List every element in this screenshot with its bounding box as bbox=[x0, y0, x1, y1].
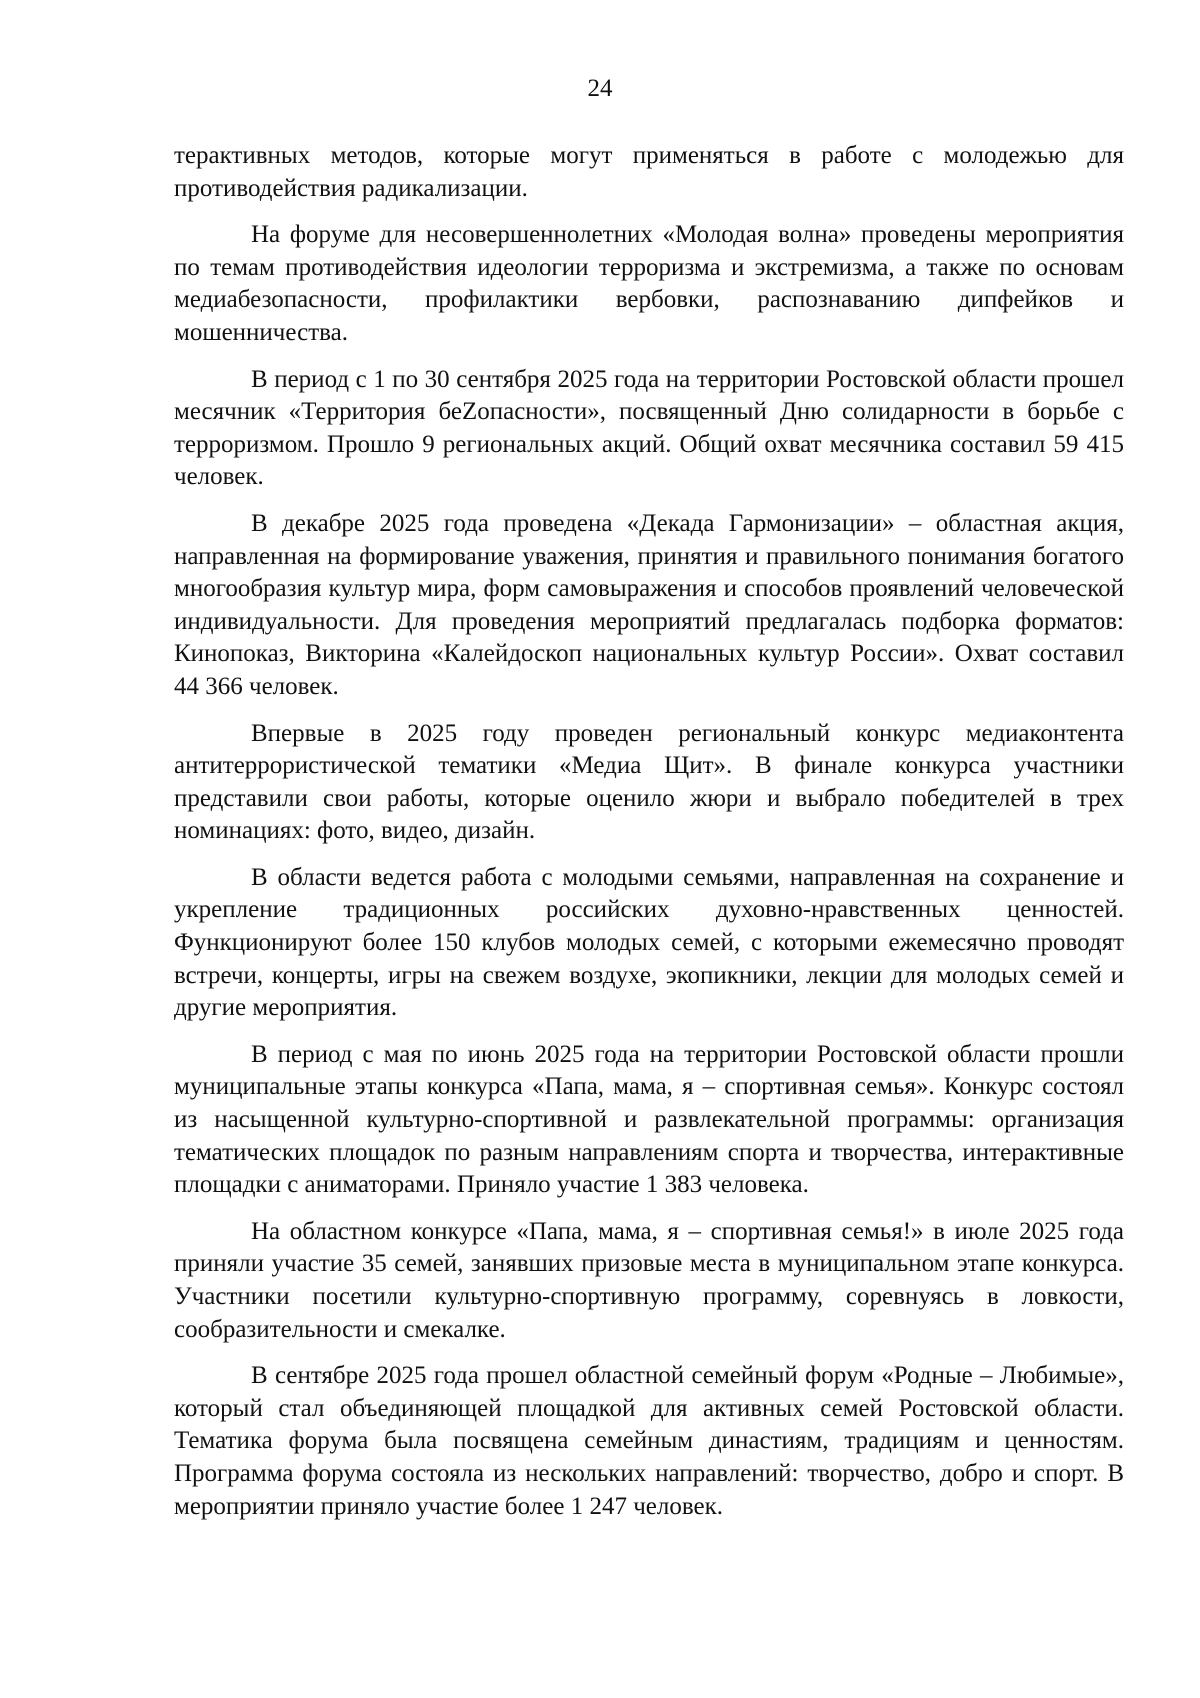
paragraph-continuation: терактивных методов, которые могут применяться в работе с молодежью для противодействия радикализации. bbox=[174, 142, 1124, 202]
paragraph-young-families: В области ведется работа с молодыми семьями, направленная на сохранение и укрепление традиционных российских духовно-нравственных ценностей. Функционируют более 150 клубов молодых семей, с которыми ежемесячно проводят встречи, концерты, игры на свежем воздухе, экопикники, лекции для молодых семей и другие мероприятия. bbox=[174, 863, 1124, 1022]
paragraph-harmonization-decade: В декабре 2025 года проведена «Декада Гармонизации» – областная акция, направленная на формирование уважения, принятия и правильного понимания богатого многообразия культур мира, форм самовыражения и способов проявлений человеческой индивидуальности. Для проведения мероприятий предлагалась подборка форматов: Кинопоказ, Викторина «Калейдоскоп национальных культур России». Охват составил 44 366 человек. bbox=[174, 509, 1124, 700]
page-number: 24 bbox=[587, 75, 613, 102]
paragraph-family-forum: В сентябре 2025 года прошел областной семейный форум «Родные – Любимые», который стал объединяющей площадкой для активных семей Ростовской области. Тематика форума была посвящена семейным династиям, традициям и ценностям. Программа форума состояла из нескольких направлений: творчество, добро и спорт. В мероприятии приняло участие более 1 247 человек. bbox=[174, 1362, 1124, 1520]
paragraph-security-month: В период с 1 по 30 сентября 2025 года на территории Ростовской области прошел месячник «Территория беZопасности», посвященный Дню солидарности в борьбе с терроризмом. Прошло 9 региональных акций. Общий охват месячника составил 59 415 человек. bbox=[174, 365, 1124, 491]
document-body bbox=[174, 140, 1124, 1537]
paragraph-sports-family-municipal: В период с мая по июнь 2025 года на территории Ростовской области прошли муниципальные этапы конкурса «Папа, мама, я – спортивная семья». Конкурс состоял из насыщенной культурно-спортивной и развлекательной программы: организация тематических площадок по разным направлениям спорта и творчества, интерактивные площадки с аниматорами. Приняло участие 1 383 человека. bbox=[174, 1040, 1124, 1199]
paragraph-sports-family-regional: На областном конкурсе «Папа, мама, я – спортивная семья!» в июле 2025 года приняли участие 35 семей, занявших призовые места в муниципальном этапе конкурса. Участники посетили культурно-спортивную программу, соревнуясь в ловкости, сообразительности и смекалке. bbox=[174, 1217, 1124, 1343]
paragraph-media-shield-contest: Впервые в 2025 году проведен региональный конкурс медиаконтента антитеррористической тематики «Медиа Щит». В финале конкурса участники представили свои работы, которые оценило жюри и выбрало победителей в трех номинациях: фото, видео, дизайн. bbox=[174, 719, 1124, 845]
paragraph-molodaya-volna-forum: На форуме для несовершеннолетних «Молодая волна» проведены мероприятия по темам противодействия идеологии терроризма и экстремизма, а также по основам медиабезопасности, профилактики вербовки, распознаванию дипфейков и мошенничества. bbox=[174, 221, 1124, 346]
